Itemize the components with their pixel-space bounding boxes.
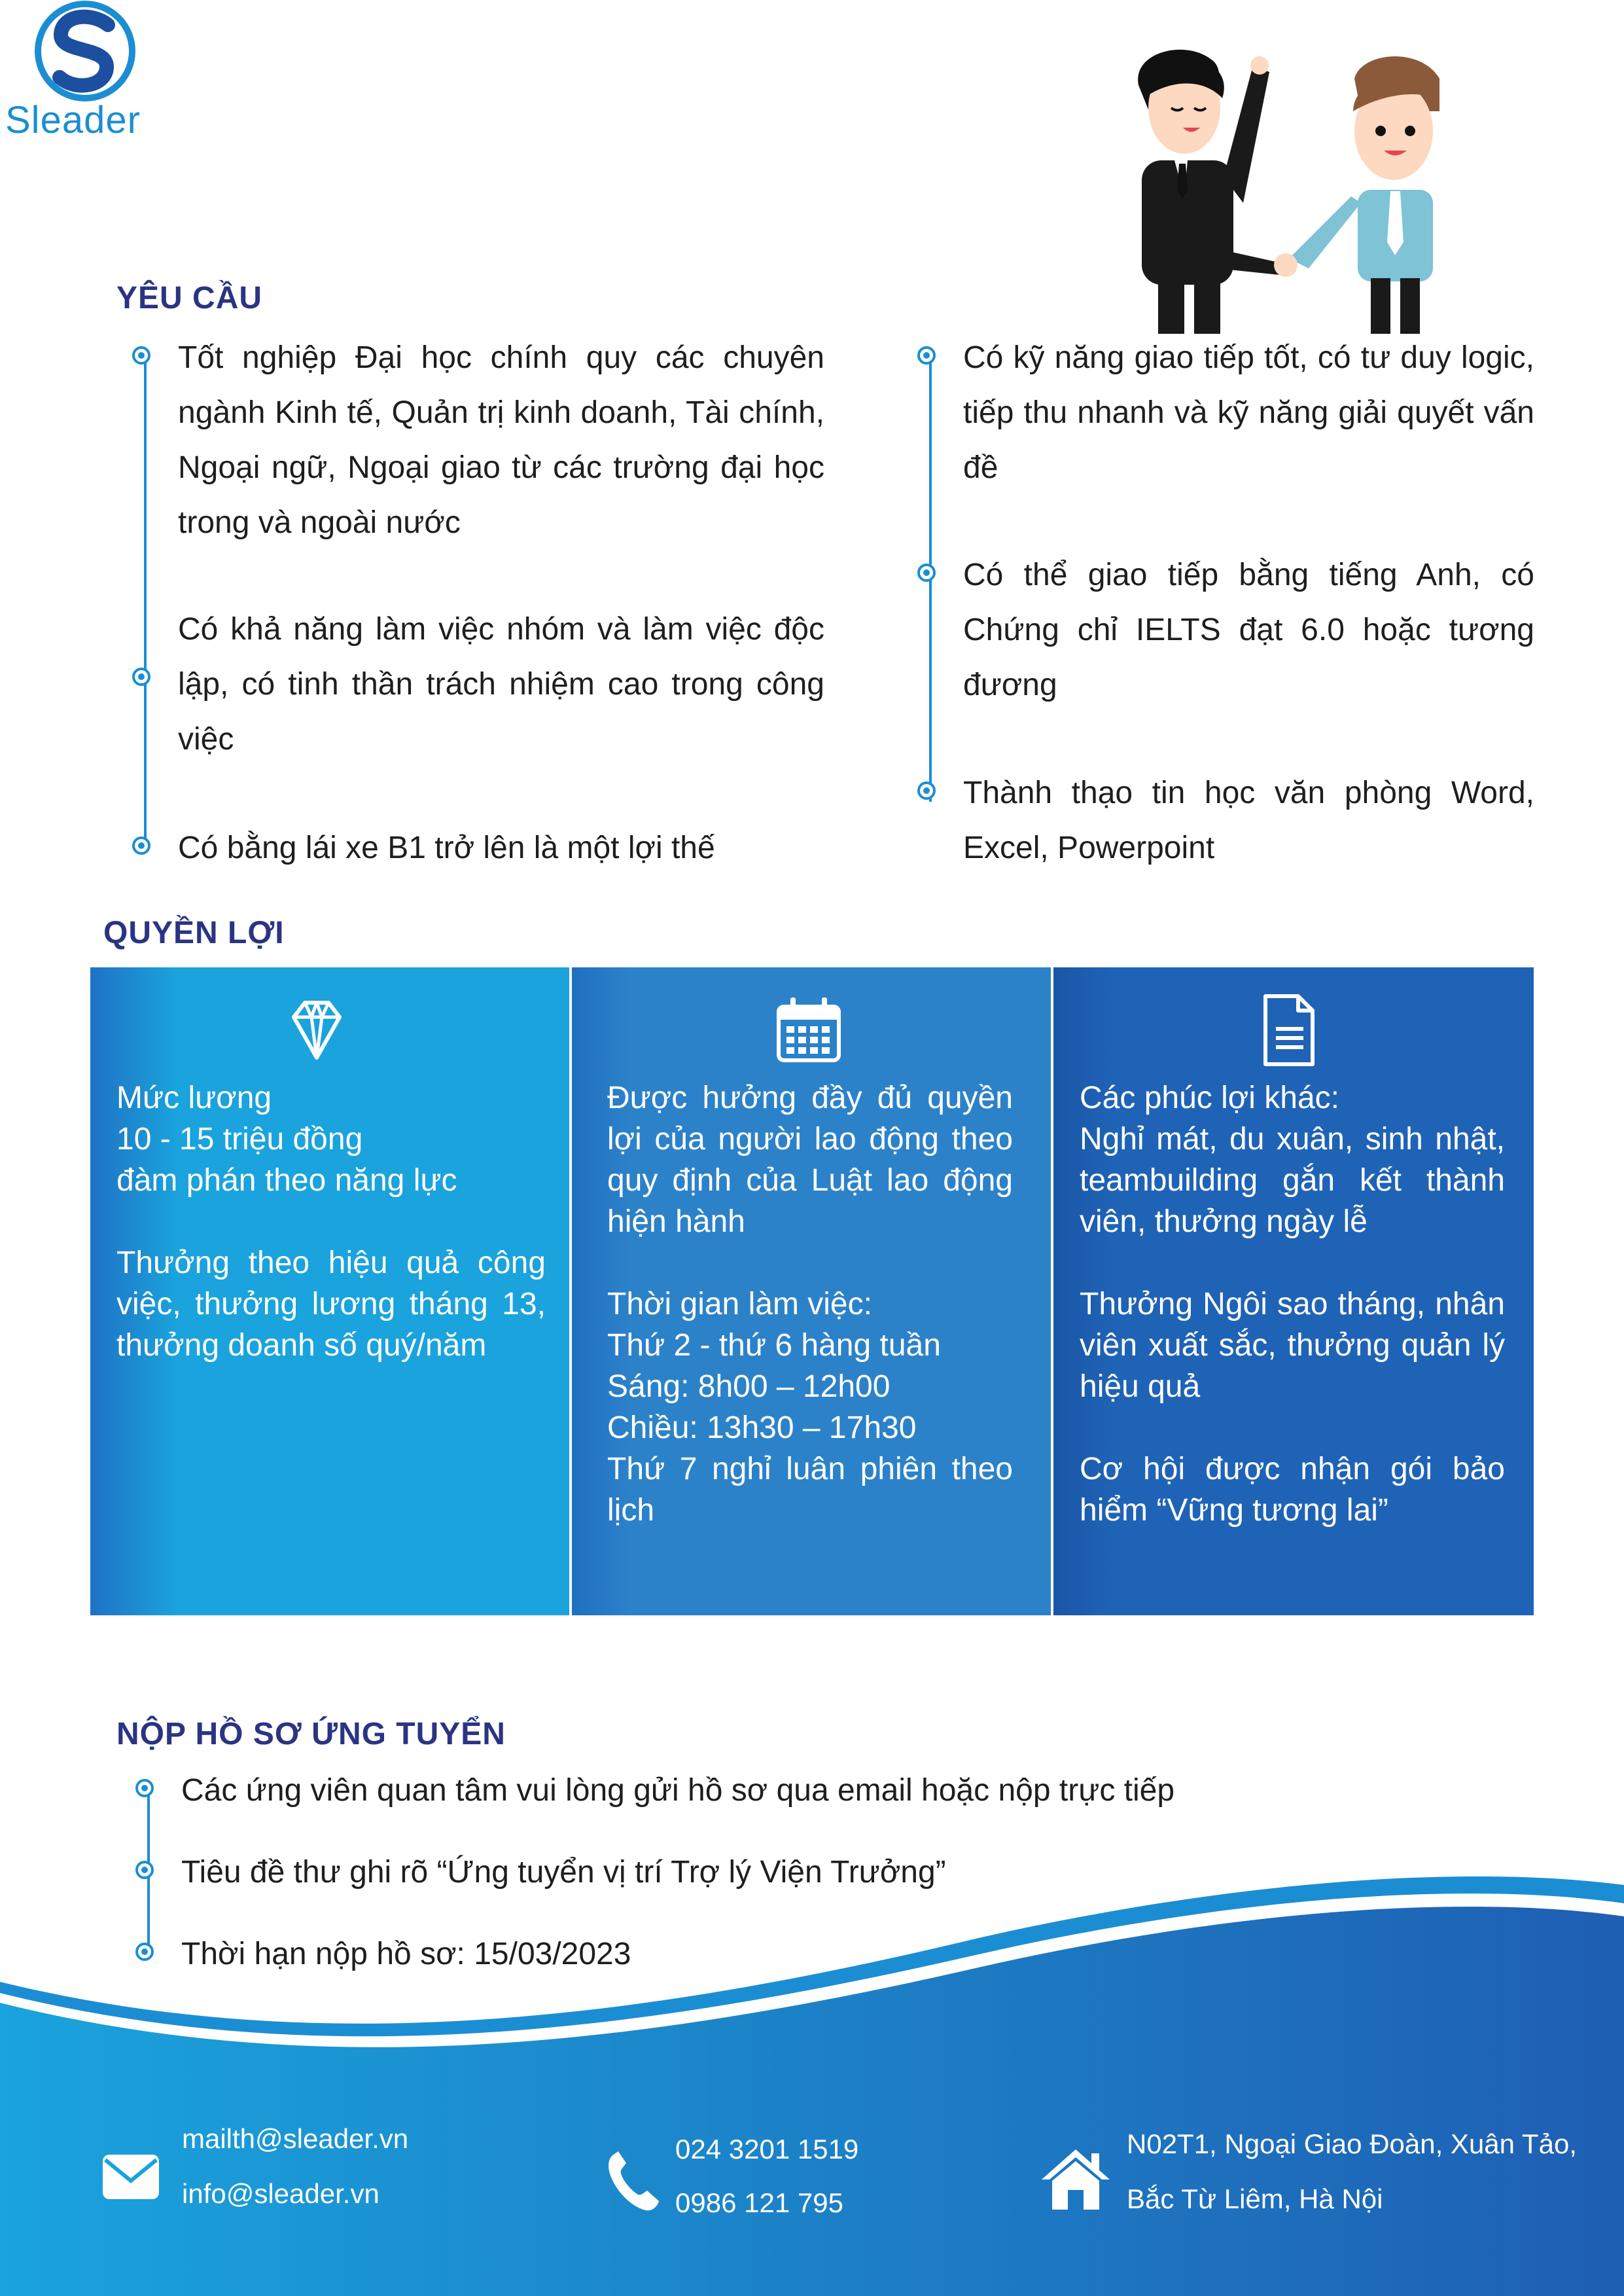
bullet-icon <box>917 781 936 800</box>
phone-primary[interactable]: 024 3201 1519 <box>675 2134 859 2164</box>
bullet-icon <box>917 346 936 365</box>
benefit-other-column <box>1053 967 1534 1615</box>
footer-wave-background <box>0 1846 1624 2296</box>
list-item-text: Thành thạo tin học văn phòng Word, Excel, Powerpoint <box>963 776 1534 865</box>
list-item-text: Có bằng lái xe B1 trở lên là một lợi thế <box>178 831 715 865</box>
bullet-icon <box>132 668 150 686</box>
email-secondary[interactable]: info@sleader.vn <box>182 2178 380 2209</box>
sleader-logo-icon <box>29 0 147 105</box>
bullet-icon <box>135 1779 154 1797</box>
requirements-left-list <box>131 331 824 867</box>
benefits-panel <box>90 967 1534 1615</box>
requirements-title: YÊU CẦU <box>116 281 263 315</box>
timeline-line <box>144 357 147 848</box>
email-icon <box>101 2153 160 2200</box>
bullet-icon <box>917 564 936 582</box>
benefit-worktime-text: Được hưởng đầy đủ quyền lợi của người lao động theo quy định của Luật lao động hiện hành Thời gian làm việc: Thứ 2 - thứ 6 hàng tuần Sáng: 8h00 – 12h00 Chiều: 13h30 – 17h30 Thứ 7 nghỉ luân phiên theo lịch <box>607 1081 1013 1528</box>
requirements-right-list <box>916 331 1534 867</box>
company-logo <box>0 0 170 144</box>
brand-name: Sleader <box>5 99 141 141</box>
address-line-1: N02T1, Ngoại Giao Đoàn, Xuân Tảo, <box>1127 2128 1577 2159</box>
diamond-icon <box>277 991 356 1069</box>
bullet-icon <box>132 836 150 855</box>
email-primary[interactable]: mailth@sleader.vn <box>182 2123 409 2154</box>
benefit-worktime-column <box>572 967 1051 1615</box>
address-line-2: Bắc Từ Liêm, Hà Nội <box>1127 2183 1383 2214</box>
list-item-text: Thời hạn nộp hồ sơ: 15/03/2023 <box>181 1937 631 1971</box>
footer <box>0 1846 1624 2296</box>
phone-icon <box>605 2150 660 2213</box>
bullet-icon <box>132 346 150 365</box>
handshake-illustration <box>1112 39 1531 340</box>
benefit-salary-text: Mức lương 10 - 15 triệu đồng đàm phán theo năng lực Thưởng theo hiệu quả công việc, thưởng lương tháng 13, thưởng doanh số quý/năm <box>116 1081 546 1363</box>
calendar-icon <box>769 991 848 1069</box>
apply-title: NỘP HỒ SƠ ỨNG TUYỂN <box>116 1717 506 1751</box>
list-item-text: Các ứng viên quan tâm vui lòng gửi hồ sơ qua email hoặc nộp trực tiếp <box>181 1773 1175 1808</box>
list-item-text: Có khả năng làm việc nhóm và làm việc độc lập, có tinh thần trách nhiệm cao trong công việc <box>178 612 824 757</box>
list-item-text: Có thể giao tiếp bằng tiếng Anh, có Chứng chỉ IELTS đạt 6.0 hoặc tương đương <box>963 558 1534 702</box>
list-item-text: Tiêu đề thư ghi rõ “Ứng tuyển vị trí Trợ lý Viện Trưởng” <box>181 1855 946 1890</box>
benefit-salary-column <box>90 967 569 1615</box>
phone-secondary[interactable]: 0986 121 795 <box>675 2187 843 2218</box>
benefits-title: QUYỀN LỢI <box>103 916 285 950</box>
list-item-text: Tốt nghiệp Đại học chính quy các chuyên ngành Kinh tế, Quản trị kinh doanh, Tài chính, Ngoại ngữ, Ngoại giao từ các trường đại học trong và ngoài nước <box>178 340 824 540</box>
document-icon <box>1248 991 1327 1069</box>
benefit-other-text: Các phúc lợi khác: Nghỉ mát, du xuân, sinh nhật, teambuilding gắn kết thành viên, thưởng ngày lễ Thưởng Ngôi sao tháng, nhân viên xuất sắc, thưởng quản lý hiệu quả Cơ hội được nhận gói bảo hiểm “Vững tương lai” <box>1080 1081 1505 1528</box>
home-icon <box>1039 2147 1112 2211</box>
list-item-text: Có kỹ năng giao tiếp tốt, có tư duy logic, tiếp thu nhanh và kỹ năng giải quyết vấn đề <box>963 340 1534 485</box>
